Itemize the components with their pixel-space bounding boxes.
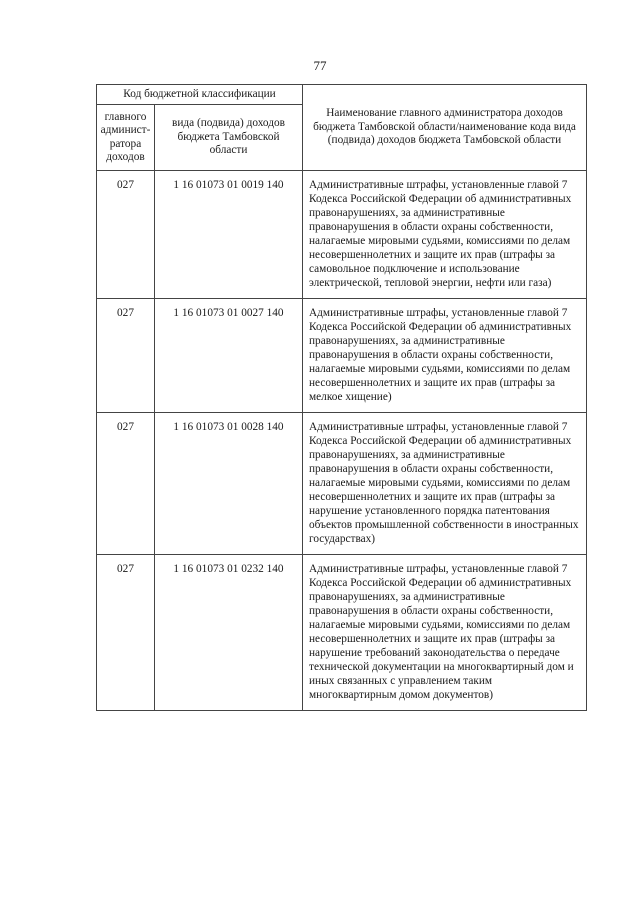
table-row xyxy=(97,413,587,555)
income-code-cell: 1 16 01073 01 0019 140 xyxy=(155,171,303,299)
admin-code-cell: 027 xyxy=(97,299,155,413)
description-cell: Административные штрафы, установленные главой 7 Кодекса Российской Федерации об административных правонарушениях, за административные правонарушения в области охраны собственности, налагаемые мировыми судьями, комиссиями по делам несовершеннолетних и защите их прав (штрафы за мелкое хищение) xyxy=(303,299,587,413)
description-cell: Административные штрафы, установленные главой 7 Кодекса Российской Федерации об административных правонарушениях, за административные правонарушения в области охраны собственности, налагаемые мировыми судьями, комиссиями по делам несовершеннолетних и защите их прав (штрафы за самовольное подключение и использование электрической, тепловой энергии, нефти или газа) xyxy=(303,171,587,299)
page-number: 77 xyxy=(313,58,327,73)
header-group-budget-code: Код бюджетной классификации xyxy=(97,85,303,105)
table-row xyxy=(97,299,587,413)
header-name-column: Наименование главного администратора доходов бюджета Тамбовской области/наименование кода вида (подвида) доходов бюджета Тамбовской области xyxy=(303,85,587,171)
table-header xyxy=(97,85,587,171)
table-row xyxy=(97,555,587,711)
description-cell: Административные штрафы, установленные главой 7 Кодекса Российской Федерации об административных правонарушениях, за административные правонарушения в области охраны собственности, налагаемые мировыми судьями, комиссиями по делам несовершеннолетних и защите их прав (штрафы за нарушение установленного порядка патентования объектов промышленной собственности в иностранных государствах) xyxy=(303,413,587,555)
admin-code-cell: 027 xyxy=(97,555,155,711)
admin-code-cell: 027 xyxy=(97,413,155,555)
income-code-cell: 1 16 01073 01 0232 140 xyxy=(155,555,303,711)
income-code-cell: 1 16 01073 01 0028 140 xyxy=(155,413,303,555)
budget-classification-table xyxy=(96,84,587,711)
income-code-cell: 1 16 01073 01 0027 140 xyxy=(155,299,303,413)
admin-code-cell: 027 xyxy=(97,171,155,299)
description-cell: Административные штрафы, установленные главой 7 Кодекса Российской Федерации об административных правонарушениях, за административные правонарушения в области охраны собственности, налагаемые мировыми судьями, комиссиями по делам несовершеннолетних и защите их прав (штрафы за нарушение требований законодательства о передаче технической документации на многоквартирный дом и иных связанных с управлением таким многоквартирным домом документов) xyxy=(303,555,587,711)
header-admin-column: главного админист-ратора доходов xyxy=(97,105,155,171)
table-row xyxy=(97,171,587,299)
header-income-column: вида (подвида) доходов бюджета Тамбовской области xyxy=(155,105,303,171)
